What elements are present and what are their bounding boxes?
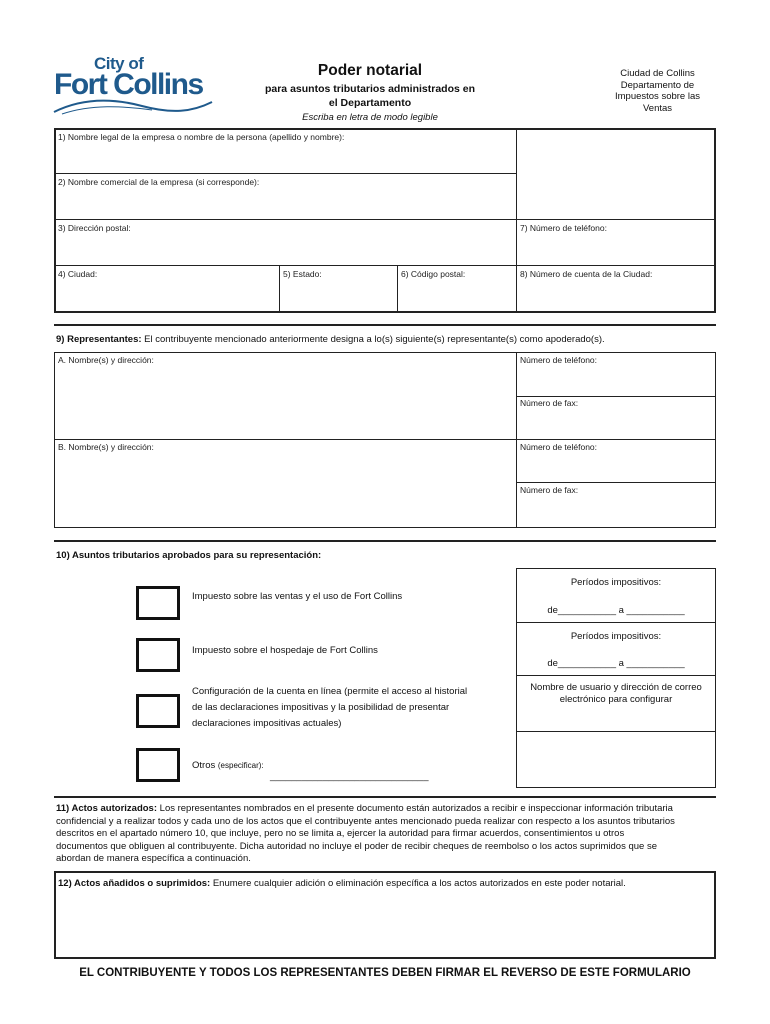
divider-vertical-main: [516, 128, 517, 313]
added-deleted-acts-bold: 12) Actos añadidos o suprimidos:: [58, 878, 211, 889]
authorized-acts-line-2: confidencial y a realizar todos y cada uno de los actos que el contribuyente antes mencionado pueda realizar con respecto a los asuntos tributarios: [56, 815, 675, 827]
city-logo: [52, 54, 217, 116]
other-specify-line[interactable]: ______________________________: [270, 771, 429, 782]
section9-rule: [54, 324, 716, 326]
checkbox-lodging-tax[interactable]: [136, 638, 180, 672]
label-online-account-2: de las declaraciones impositivas y la posibilidad de presentar: [192, 702, 450, 713]
username-email-label: [516, 682, 716, 706]
page-title: Poder notarial: [317, 62, 423, 79]
label-sales-tax: Impuesto sobre las ventas y el uso de Fort Collins: [192, 591, 403, 602]
dept-line-3: Impuestos sobre las: [614, 91, 700, 102]
page-subtitle-2: el Departamento: [328, 97, 412, 109]
periods-lodging-title: Períodos impositivos:: [570, 631, 662, 642]
trade-name-field[interactable]: [56, 175, 514, 218]
authorized-acts-text: [56, 803, 716, 866]
rep-b-fax-field[interactable]: [518, 484, 714, 527]
representatives-heading: [56, 334, 605, 345]
rep-divider-b: [516, 482, 716, 483]
label-other: [192, 760, 264, 771]
checkbox-other[interactable]: [136, 748, 180, 782]
divider-h2: [54, 219, 716, 220]
divider-h1: [54, 173, 516, 174]
legal-name-field[interactable]: [56, 130, 514, 172]
city-field[interactable]: [56, 267, 278, 312]
rep-divider-v: [516, 352, 517, 528]
dept-line-2: Departamento de: [620, 79, 695, 91]
rep-a-phone-field[interactable]: [518, 354, 714, 395]
periods-divider-2: [516, 675, 716, 676]
section10-rule: [54, 540, 716, 542]
city-label: 4) Ciudad:: [58, 269, 98, 279]
zip-field[interactable]: [399, 267, 515, 312]
logo-fort-collins: Fort Collins: [54, 68, 203, 101]
username-email-line-2: electrónico para configurar: [559, 694, 673, 705]
rep-b-phone-label: Número de teléfono:: [520, 442, 598, 452]
username-email-field[interactable]: [518, 706, 714, 730]
tax-matters-heading: 10) Asuntos tributarios aprobados para su representación:: [56, 550, 322, 561]
periods-sales-title: Períodos impositivos:: [570, 577, 662, 588]
label-other-hint: (especificar):: [217, 761, 264, 770]
label-online-account-3: declaraciones impositivas actuales): [192, 718, 342, 729]
dept-line-1: Ciudad de Collins: [620, 68, 695, 79]
mailing-address-label: 3) Dirección postal:: [58, 223, 131, 233]
dept-line-4: Ventas: [642, 102, 673, 114]
rep-a-fax-field[interactable]: [518, 397, 714, 438]
city-account-field[interactable]: [518, 267, 714, 312]
added-deleted-acts-heading: [58, 878, 626, 889]
rep-divider-mid: [54, 439, 716, 440]
checkbox-online-account[interactable]: [136, 694, 180, 728]
rep-b-name-field[interactable]: [56, 441, 514, 527]
zip-label: 6) Código postal:: [401, 269, 466, 279]
label-online-account: [192, 684, 467, 732]
label-lodging-tax: Impuesto sobre el hospedaje de Fort Collins: [192, 645, 378, 656]
rep-a-fax-label: Número de fax:: [520, 398, 579, 408]
rep-b-name-label: B. Nombre(s) y dirección:: [58, 442, 154, 452]
rep-a-name-label: A. Nombre(s) y dirección:: [58, 355, 154, 365]
legible-instruction: Escriba en letra de modo legible: [302, 112, 438, 123]
periods-sales-range[interactable]: de___________ a ___________: [547, 605, 685, 616]
periods-divider-1: [516, 622, 716, 623]
rep-a-name-field[interactable]: [56, 354, 514, 438]
section11-rule: [54, 796, 716, 798]
rep-b-fax-label: Número de fax:: [520, 485, 579, 495]
logo-city-of: City of: [94, 54, 144, 73]
added-deleted-acts-text: Enumere cualquier adición o eliminación específica a los actos autorizados en este poder notarial.: [210, 878, 626, 889]
state-field[interactable]: [281, 267, 396, 312]
phone-label: 7) Número de teléfono:: [520, 223, 607, 233]
city-account-label: 8) Número de cuenta de la Ciudad:: [520, 269, 653, 279]
authorized-acts-heading: 11) Actos autorizados:: [56, 803, 158, 814]
authorized-acts-line-3: descritos en el apartado número 10, que incluye, pero no se limita a, ejercer la autoridad para firmar acuerdos, consentimientos u otros: [56, 828, 625, 839]
legal-name-label: 1) Nombre legal de la empresa o nombre de la persona (apellido y nombre):: [58, 132, 345, 142]
authorized-acts-line-4: documentos que obliguen al contribuyente. Dicha autoridad no incluye el poder de recibir cheques de reembolso o los actos suprimidos que se: [56, 840, 657, 852]
divider-v-state: [397, 265, 398, 313]
checkbox-sales-tax[interactable]: [136, 586, 180, 620]
mailing-address-field[interactable]: [56, 221, 514, 264]
representatives-heading-text: El contribuyente mencionado anteriormente designa a lo(s) siguiente(s) representante(s) como apoderado(s).: [141, 334, 605, 345]
rep-b-phone-field[interactable]: [518, 441, 714, 481]
state-label: 5) Estado:: [283, 269, 322, 279]
rep-a-phone-label: Número de teléfono:: [520, 355, 598, 365]
logo-swoosh-icon: [52, 96, 217, 116]
signature-notice: EL CONTRIBUYENTE Y TODOS LOS REPRESENTANTES DEBEN FIRMAR EL REVERSO DE ESTE FORMULARIO: [79, 967, 691, 979]
label-other-text: Otros: [192, 760, 216, 771]
trade-name-label: 2) Nombre comercial de la empresa (si corresponde):: [58, 177, 260, 187]
representatives-heading-bold: 9) Representantes:: [56, 334, 142, 345]
label-online-account-1: Configuración de la cuenta en línea (permite el acceso al historial: [192, 686, 468, 697]
phone-field[interactable]: [518, 221, 714, 264]
divider-v-city: [279, 265, 280, 313]
department-name: [590, 68, 725, 114]
periods-divider-3: [516, 731, 716, 732]
page-subtitle-1: para asuntos tributarios administrados en: [264, 83, 476, 95]
periods-lodging-range[interactable]: de___________ a ___________: [547, 658, 685, 669]
authorized-acts-line-1: Los representantes nombrados en el presente documento están autorizados a recibir e inspeccionar información tributaria: [157, 803, 673, 814]
other-periods-field[interactable]: [518, 733, 714, 787]
divider-h3: [54, 265, 716, 266]
username-email-line-1: Nombre de usuario y dirección de correo: [530, 682, 702, 693]
authorized-acts-line-5: abordan de manera específica a continuación.: [56, 853, 251, 864]
